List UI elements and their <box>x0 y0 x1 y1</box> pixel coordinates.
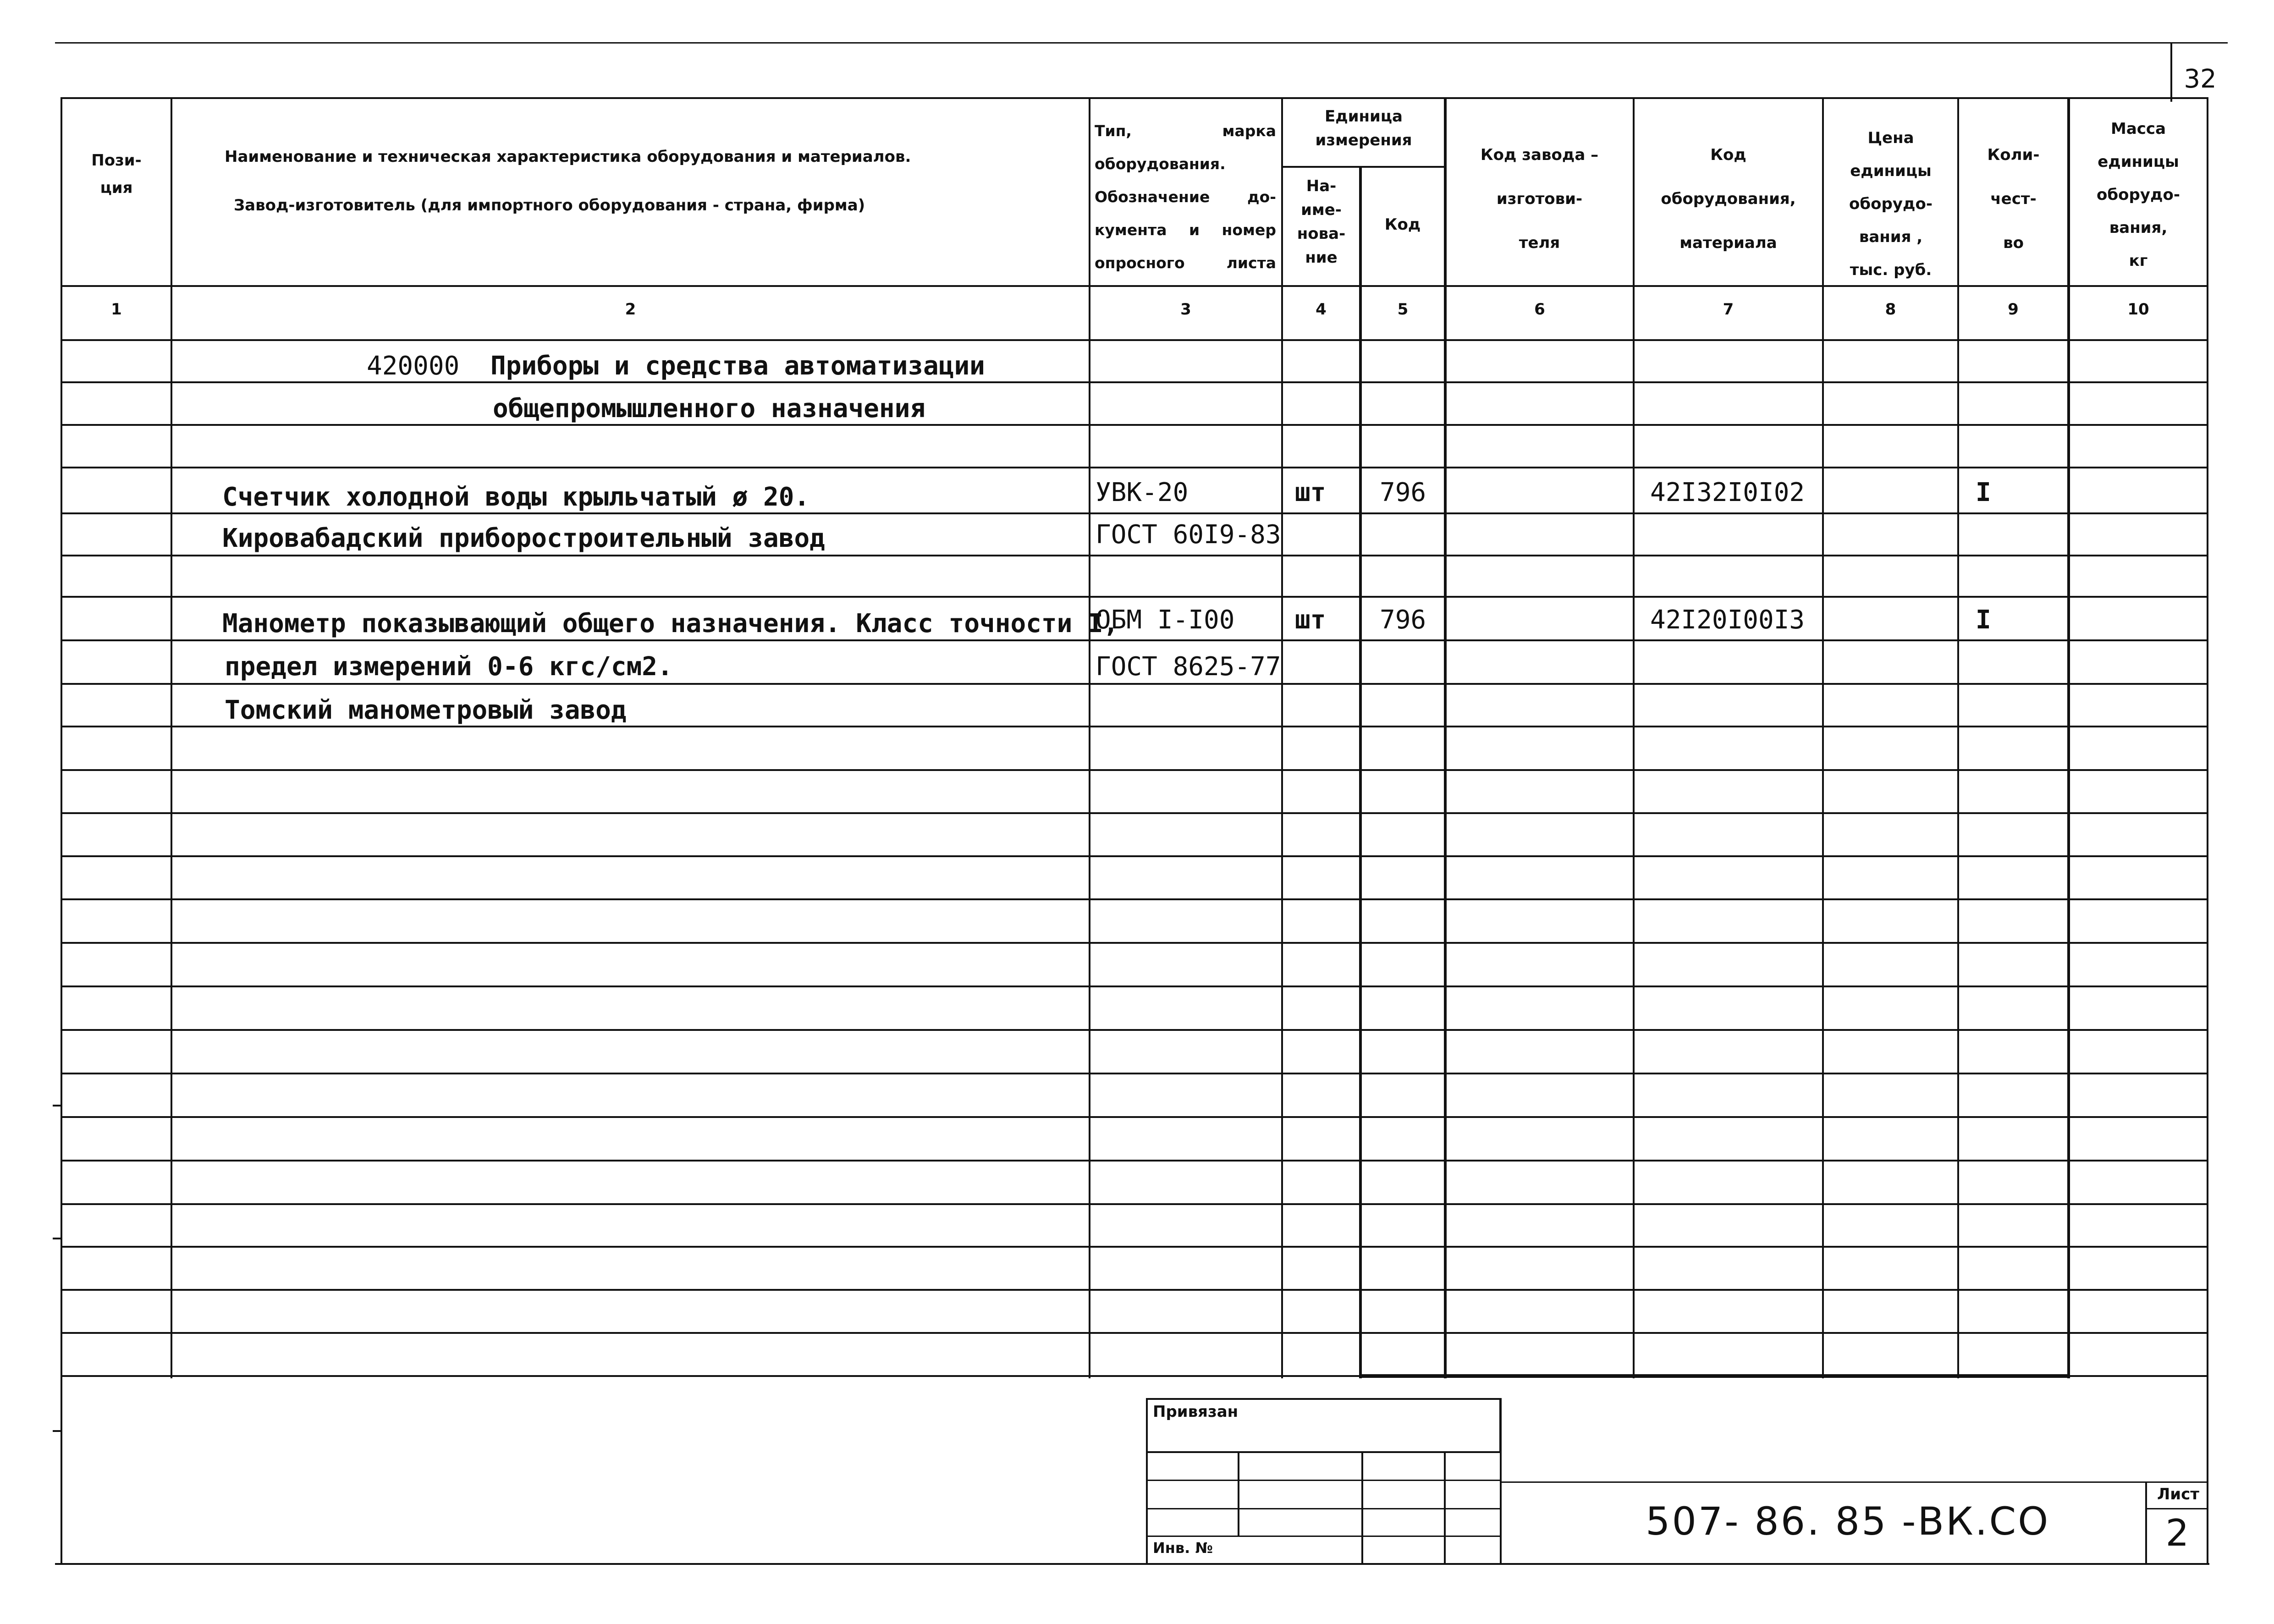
item2-unit-code: 796 <box>1380 605 1426 635</box>
row-line <box>61 1375 2208 1377</box>
page-number: 32 <box>2184 64 2217 94</box>
colnum-3: 3 <box>1180 300 1191 319</box>
colnum-4: 4 <box>1316 300 1327 319</box>
col-divider-8 <box>1957 97 1959 1378</box>
colnum-1: 1 <box>111 300 122 319</box>
header-quantity: Коли- чест- во <box>1987 146 2040 252</box>
colnum-10: 10 <box>2127 300 2149 319</box>
row-line <box>61 942 2208 944</box>
unit-group-divider <box>1281 166 1444 168</box>
stamp-vline <box>1500 1398 1502 1564</box>
colnum-9: 9 <box>2008 300 2019 319</box>
item1-manufacturer: Кировабадский приборостроительный завод <box>222 523 825 553</box>
margin-tick <box>53 1430 62 1432</box>
row-line <box>61 898 2208 900</box>
colnum-2: 2 <box>625 300 636 319</box>
header-price: Цена единицы оборудо- вания , тыс. руб. <box>1849 129 1933 279</box>
item2-quantity: I <box>1976 605 1991 635</box>
group-title-1: Приборы и средства автоматизации <box>490 351 985 381</box>
row-line <box>61 1332 2208 1334</box>
stamp-line <box>1146 1480 1501 1481</box>
sheet-box-left <box>2145 1481 2147 1563</box>
header-name-line1: Наименование и техническая характеристика оборудования и материалов. <box>225 148 911 166</box>
colnum-8: 8 <box>1885 300 1896 319</box>
item2-name: Манометр показывающий общего назначения. Класс точности I, <box>222 609 1119 639</box>
stamp-inventory-number: Инв. № <box>1153 1539 1213 1557</box>
header-equipment-code: Код оборудования, материала <box>1661 146 1796 252</box>
group-code: 420000 <box>367 351 460 381</box>
item1-quantity: I <box>1976 478 1991 507</box>
col-divider-7 <box>1822 97 1824 1378</box>
row-line <box>61 1203 2208 1205</box>
item1-name: Счетчик холодной воды крыльчатый ø 20. <box>222 482 810 512</box>
header-name-line2: Завод-изготовитель (для импортного оборудования - страна, фирма) <box>234 196 865 215</box>
colnum-5: 5 <box>1397 300 1409 319</box>
colnum-6: 6 <box>1534 300 1545 319</box>
stamp-vline <box>1361 1451 1363 1564</box>
stamp-vline <box>1238 1451 1239 1536</box>
stamp-line <box>1146 1536 1501 1537</box>
table-top-border <box>61 97 2208 99</box>
item2-type: ОБМ I-I00 <box>1096 605 1235 635</box>
header-position: Пози- ция <box>91 151 142 197</box>
top-rule <box>55 42 2228 44</box>
header-mass: Масса единицы оборудо- вания, кг <box>2097 120 2180 270</box>
col-divider-2 <box>1089 97 1090 1378</box>
row-line <box>61 1160 2208 1162</box>
row-line <box>61 855 2208 857</box>
page-number-box-border <box>2170 42 2172 102</box>
stamp-line <box>1146 1451 1501 1453</box>
item2-unit: шт <box>1295 605 1326 635</box>
document-code: 507- 86. 85 -ВК.СО <box>1646 1499 2050 1544</box>
row-line <box>61 1116 2208 1118</box>
sheet-label: Лист <box>2157 1485 2199 1503</box>
stamp-vline <box>1444 1451 1446 1564</box>
row-line <box>61 1246 2208 1248</box>
item1-unit-code: 796 <box>1380 478 1426 507</box>
row-line <box>61 683 2208 685</box>
item1-unit: шт <box>1295 478 1326 507</box>
header-unit-name: На- име- нова- ние <box>1297 177 1346 267</box>
item2-manufacturer: Томский манометровый завод <box>225 695 627 725</box>
sheet-number: 2 <box>2165 1512 2189 1554</box>
item1-type: УВК-20 <box>1096 478 1189 507</box>
header-unit-code: Код <box>1384 215 1421 234</box>
stamp-privyazan: Привязан <box>1153 1403 1239 1421</box>
row-line <box>61 467 2208 468</box>
frame-bottom-border <box>55 1563 2209 1565</box>
stamp-vline <box>1146 1398 1148 1564</box>
item1-equipment-code: 42I32I0I02 <box>1650 478 1805 507</box>
colnum-bottom-border <box>61 339 2208 341</box>
margin-tick <box>53 1238 62 1239</box>
col-divider-4 <box>1359 166 1362 1378</box>
col-divider-3 <box>1281 97 1283 1378</box>
col-divider-6 <box>1633 97 1635 1378</box>
row-line <box>61 985 2208 987</box>
group-title-2: общепромышленного назначения <box>493 394 926 424</box>
header-type: Тип, марка оборудования. Обозначение до- кумента и номер опросного листа <box>1095 122 1276 272</box>
item2-range: предел измерений 0-6 кгс/см2. <box>225 652 673 682</box>
row-line <box>61 596 2208 598</box>
margin-tick <box>53 1105 62 1107</box>
row-line <box>61 555 2208 556</box>
stamp-code-top-line <box>1500 1481 2208 1483</box>
row-line <box>61 1029 2208 1031</box>
header-unit-group: Единица измерения <box>1315 107 1412 149</box>
item1-document: ГОСТ 60I9-83 <box>1096 520 1281 550</box>
sheet-box-divider <box>2145 1508 2207 1509</box>
frame-right-border <box>2207 97 2208 1564</box>
row-line <box>61 1073 2208 1074</box>
col-divider-9 <box>2067 97 2070 1378</box>
col-divider-1 <box>171 97 172 1378</box>
stamp-line <box>1146 1508 1501 1509</box>
row-line <box>61 812 2208 814</box>
row-line <box>61 424 2208 426</box>
header-factory-code: Код завода – изготови- теля <box>1480 146 1599 252</box>
item2-document: ГОСТ 8625-77 <box>1096 652 1281 682</box>
row-line <box>61 1289 2208 1291</box>
colnum-7: 7 <box>1723 300 1734 319</box>
col-divider-5 <box>1444 97 1447 1378</box>
item2-equipment-code: 42I20I00I3 <box>1650 605 1805 635</box>
row-line <box>61 769 2208 771</box>
